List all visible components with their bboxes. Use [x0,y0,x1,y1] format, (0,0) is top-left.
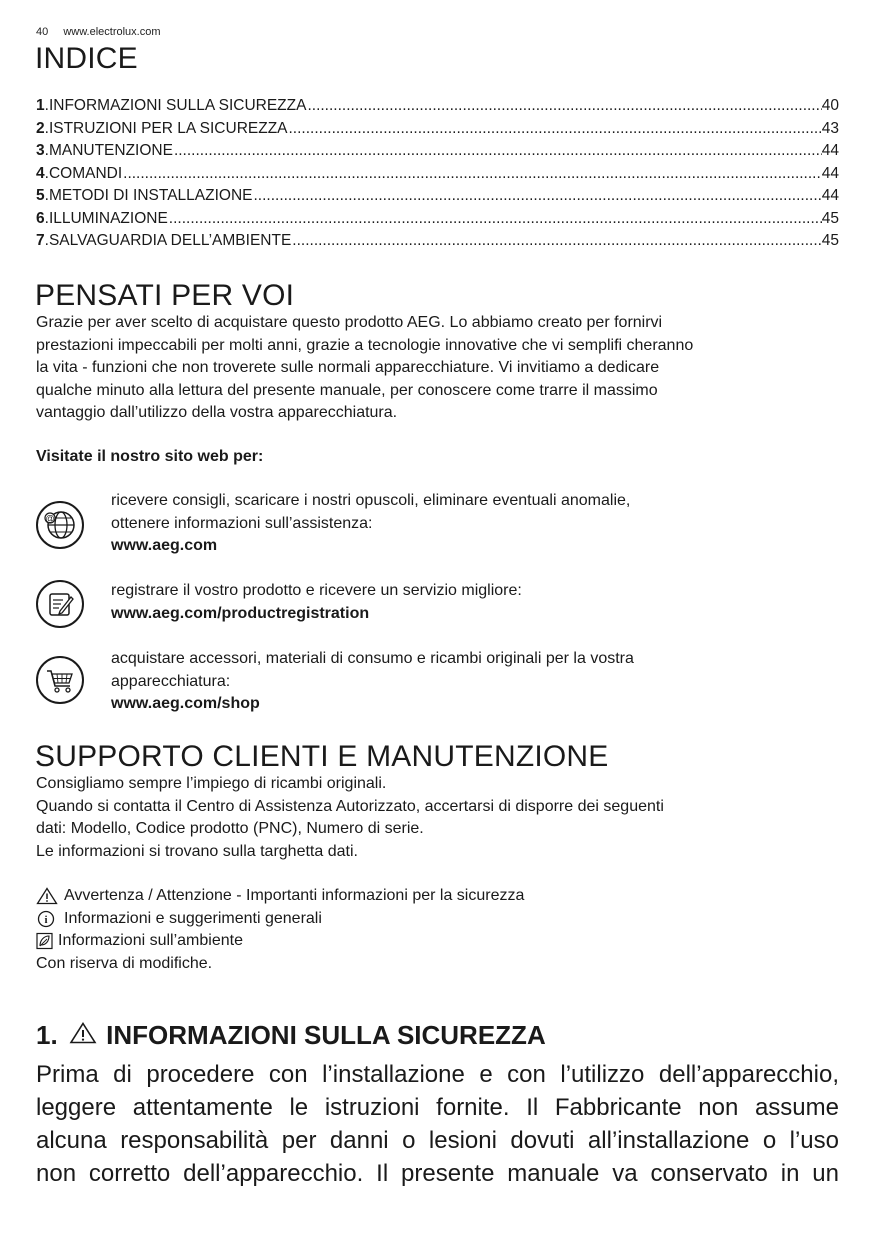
toc-entry-label: ILLUMINAZIONE [48,209,168,227]
environment-icon [36,932,56,950]
globe-icon [36,501,84,549]
svg-text:@: @ [45,513,55,524]
registration-icon [36,580,84,628]
warning-icon [36,887,58,905]
safety-title: 1. INFORMAZIONI SULLA SICUREZZA [36,1020,546,1050]
legend-warning: Avvertenza / Attenzione - Importanti informazioni per la sicurezza [64,887,525,904]
toc-entry[interactable]: 5 . METODI DI INSTALLAZIONE ..... 44 [36,187,839,210]
list-item: acquistare accessori, materiali di consumo e ricambi originali per la vostra apparecchiatura: www.aeg.com/shop [111,648,811,716]
info-icon [36,910,58,928]
aeg-link[interactable]: www.aeg.com [111,537,218,554]
toc-entry[interactable]: 7 . SALVAGUARDIA DELL’AMBIENTE ..... 45 [36,232,839,255]
toc-entry-label: INFORMAZIONI SULLA SICUREZZA [48,97,307,114]
toc-entry-page: 45 [821,209,839,227]
toc-entry-label: METODI DI INSTALLAZIONE [48,187,253,204]
toc-entry[interactable]: 1 . INFORMAZIONI SULLA SICUREZZA ..... 40 [36,97,839,120]
safety-paragraph: Prima di procedere con l’installazione e con l’utilizzo dell’apparecchio, leggere attentamente le istruzioni fornite. Il Fabbricante non assume alcuna responsabilità per danni o lesioni dovuti all’installazione o l’uso non corretto dell’apparecchio. Il presente manuale va conservato in un [36,1061,839,1187]
registration-link[interactable]: www.aeg.com/productregistration [111,604,370,622]
thought-paragraph: Grazie per aver scelto di acquistare questo prodotto AEG. Lo abbiamo creato per fornirvi prestazioni impeccabili per molti anni, grazie a tecnologie innovative che vi semplifi cheranno la vita - funzioni che non troverete sulle normali apparecchiature. Vi invitiamo a dedicare qualche minuto alla lettura del presente manuale, per conoscere come trarre il massimo vantaggio dall’utilizzo della vostra apparecchiatura. [36,314,694,421]
legend [36,885,836,975]
page-number: 40 [36,26,49,38]
index-title: INDICE [35,42,138,75]
toc-entry[interactable]: 6 . ILLUMINAZIONE ..... 45 [36,210,839,233]
header-website: www.electrolux.com [63,26,161,38]
toc-entry[interactable]: 3 . MANUTENZIONE ..... 44 [36,142,839,165]
toc-entry-label: SALVAGUARDIA DELL’AMBIENTE [48,232,292,249]
table-of-contents [36,97,839,255]
toc-entry-page: 44 [821,187,839,204]
legend-environment: Informazioni sull’ambiente [58,932,243,949]
toc-entry-page: 44 [821,142,839,159]
toc-entry[interactable]: 4 . COMANDI ..... 44 [36,165,839,188]
support-title: SUPPORTO CLIENTI E MANUTENZIONE [35,740,609,773]
svg-text:i: i [44,913,48,926]
shop-link[interactable]: www.aeg.com/shop [111,695,260,712]
toc-entry-label: COMANDI [48,164,123,182]
cart-icon [36,656,84,704]
visit-label: Visitate il nostro sito web per: [36,448,264,465]
toc-entry-page: 43 [821,119,839,137]
toc-entry-page: 44 [821,164,839,182]
toc-entry-page: 45 [821,232,839,249]
warning-icon [69,1021,97,1045]
list-item: ricevere consigli, scaricare i nostri opuscoli, eliminare eventuali anomalie, ottenere informazioni sull’assistenza: www.aeg.com [111,490,811,558]
thought-title: PENSATI PER VOI [35,279,295,312]
list-item: registrare il vostro prodotto e ricevere un servizio migliore: www.aeg.com/productregistration [111,580,811,625]
legend-reserve: Con riserva di modifiche. [36,954,213,972]
toc-entry-label: MANUTENZIONE [48,142,173,159]
page-header [36,26,173,38]
toc-entry[interactable]: 2 . ISTRUZIONI PER LA SICUREZZA ..... 43 [36,120,839,143]
toc-entry-page: 40 [821,97,839,114]
support-paragraph: Consigliamo sempre l’impiego di ricambi originali. Quando si contatta il Centro di Assistenza Autorizzato, accertarsi di disporre dei seguenti dati: Modello, Codice prodotto (PNC), Numero di serie. Le informazioni si trovano sulla targhetta dati. [36,775,664,860]
toc-entry-label: ISTRUZIONI PER LA SICUREZZA [48,119,288,137]
legend-info: Informazioni e suggerimenti generali [64,909,322,927]
